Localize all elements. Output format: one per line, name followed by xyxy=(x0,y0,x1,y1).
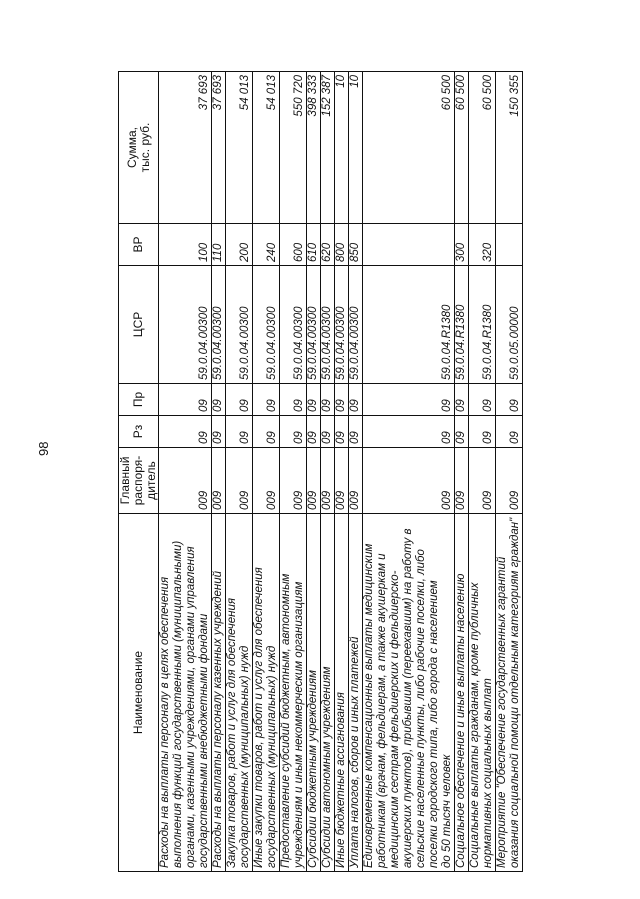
table-row xyxy=(363,72,455,872)
table-row xyxy=(212,72,226,872)
row-csr: 59.0.04.R1380 xyxy=(469,266,496,384)
row-gr: 009 xyxy=(469,448,496,514)
col-header-sum: Сумма, тыс. руб. xyxy=(119,72,159,224)
table-row xyxy=(280,72,307,872)
col-header-gr: Главный распоря- дитель xyxy=(119,448,159,514)
row-gr: 009 xyxy=(363,448,455,514)
row-rz: 09 xyxy=(159,416,212,448)
row-pr: 09 xyxy=(455,384,469,416)
row-name: Расходы на выплаты персоналу в целях обеспечения выполнения функций государственными (муниципальными) органами, казенными учреждениями, органами управления государственными внебюджетными фондами xyxy=(159,514,212,872)
row-gr: 009 xyxy=(280,448,307,514)
row-vr: 610 xyxy=(307,224,321,266)
row-pr: 09 xyxy=(335,384,349,416)
table-row xyxy=(455,72,469,872)
row-sum: 152 387 xyxy=(321,72,335,224)
table-row xyxy=(159,72,212,872)
col-header-pr: Пр xyxy=(119,384,159,416)
row-gr: 009 xyxy=(212,448,226,514)
row-name: Единовременные компенсационные выплаты медицинским работникам (врачам, фельдшерам, а также акушеркам и медицинским сестрам фельдшерских и фельдшерско- акушерских пунктов), прибывшим (переехавшим) на работу в сельские населенные пункты, либо рабочие поселки, либо поселки городского типа, либо города с населением до 50 тысяч человек xyxy=(363,514,455,872)
row-gr: 009 xyxy=(226,448,253,514)
row-pr: 09 xyxy=(280,384,307,416)
row-csr: 59.0.04.00300 xyxy=(307,266,321,384)
row-sum: 150 355 xyxy=(496,72,523,224)
budget-table xyxy=(118,71,523,872)
row-rz: 09 xyxy=(335,416,349,448)
row-pr: 09 xyxy=(253,384,280,416)
row-vr: 320 xyxy=(469,224,496,266)
table-row xyxy=(335,72,349,872)
row-csr: 59.0.04.00300 xyxy=(349,266,363,384)
row-sum: 54 013 xyxy=(226,72,253,224)
table-body xyxy=(159,72,523,872)
row-sum: 550 720 xyxy=(280,72,307,224)
row-sum: 60 500 xyxy=(455,72,469,224)
col-header-vr: ВР xyxy=(119,224,159,266)
row-vr: 300 xyxy=(455,224,469,266)
col-header-rz: Рз xyxy=(119,416,159,448)
row-pr: 09 xyxy=(496,384,523,416)
row-rz: 09 xyxy=(455,416,469,448)
row-pr: 09 xyxy=(321,384,335,416)
row-pr: 09 xyxy=(226,384,253,416)
table-row xyxy=(253,72,280,872)
row-name: Субсидии бюджетным учреждениям xyxy=(307,514,321,872)
row-rz: 09 xyxy=(321,416,335,448)
row-vr: 240 xyxy=(253,224,280,266)
rotated-page xyxy=(118,72,568,872)
row-gr: 009 xyxy=(335,448,349,514)
row-name: Иные закупки товаров, работ и услуг для обеспечения государственных (муниципальных) нужд xyxy=(253,514,280,872)
table-header-row xyxy=(119,72,159,872)
row-gr: 009 xyxy=(321,448,335,514)
row-csr: 59.0.04.00300 xyxy=(212,266,226,384)
row-vr xyxy=(363,224,455,266)
table-row xyxy=(321,72,335,872)
row-csr: 59.0.04.00300 xyxy=(321,266,335,384)
row-rz: 09 xyxy=(496,416,523,448)
row-sum: 398 333 xyxy=(307,72,321,224)
row-vr xyxy=(496,224,523,266)
col-header-name: Наименование xyxy=(119,514,159,872)
row-rz: 09 xyxy=(212,416,226,448)
table-row xyxy=(496,72,523,872)
row-pr: 09 xyxy=(159,384,212,416)
row-name: Социальные выплаты гражданам, кроме публичных нормативных социальных выплат xyxy=(469,514,496,872)
row-gr: 009 xyxy=(159,448,212,514)
row-csr: 59.0.04.R1380 xyxy=(455,266,469,384)
page-number: 98 xyxy=(36,441,51,456)
row-pr: 09 xyxy=(469,384,496,416)
table-row xyxy=(307,72,321,872)
row-sum: 37 693 xyxy=(159,72,212,224)
row-sum: 10 xyxy=(349,72,363,224)
row-csr: 59.0.05.00000 xyxy=(496,266,523,384)
row-vr: 850 xyxy=(349,224,363,266)
row-name: Расходы на выплаты персоналу казенных учреждений xyxy=(212,514,226,872)
row-csr: 59.0.04.00300 xyxy=(280,266,307,384)
row-rz: 09 xyxy=(280,416,307,448)
row-vr: 100 xyxy=(159,224,212,266)
row-pr: 09 xyxy=(363,384,455,416)
row-rz: 09 xyxy=(363,416,455,448)
row-csr: 59.0.04.00300 xyxy=(253,266,280,384)
row-gr: 009 xyxy=(455,448,469,514)
row-name: Мероприятие "Обеспечение государственных гарантий оказания социальной помощи отдельным категориям граждан" xyxy=(496,514,523,872)
row-csr: 59.0.04.R1380 xyxy=(363,266,455,384)
row-rz: 09 xyxy=(349,416,363,448)
row-name: Субсидии автономным учреждениям xyxy=(321,514,335,872)
row-csr: 59.0.04.00300 xyxy=(159,266,212,384)
row-vr: 620 xyxy=(321,224,335,266)
table-row xyxy=(226,72,253,872)
row-name: Закупка товаров, работ и услуг для обеспечения государственных (муниципальных) нужд xyxy=(226,514,253,872)
row-rz: 09 xyxy=(253,416,280,448)
row-gr: 009 xyxy=(253,448,280,514)
row-sum: 60 500 xyxy=(363,72,455,224)
col-header-csr: ЦСР xyxy=(119,266,159,384)
row-csr: 59.0.04.00300 xyxy=(226,266,253,384)
row-vr: 800 xyxy=(335,224,349,266)
row-sum: 10 xyxy=(335,72,349,224)
row-vr: 600 xyxy=(280,224,307,266)
row-name: Иные бюджетные ассигнования xyxy=(335,514,349,872)
row-csr: 59.0.04.00300 xyxy=(335,266,349,384)
row-sum: 54 013 xyxy=(253,72,280,224)
row-pr: 09 xyxy=(349,384,363,416)
row-vr: 200 xyxy=(226,224,253,266)
row-gr: 009 xyxy=(496,448,523,514)
table-row xyxy=(349,72,363,872)
row-name: Уплата налогов, сборов и иных платежей xyxy=(349,514,363,872)
row-pr: 09 xyxy=(307,384,321,416)
row-name: Социальное обеспечение и иные выплаты населению xyxy=(455,514,469,872)
row-sum: 37 693 xyxy=(212,72,226,224)
row-gr: 009 xyxy=(307,448,321,514)
row-vr: 110 xyxy=(212,224,226,266)
table-row xyxy=(469,72,496,872)
row-pr: 09 xyxy=(212,384,226,416)
row-rz: 09 xyxy=(226,416,253,448)
row-rz: 09 xyxy=(469,416,496,448)
row-name: Предоставление субсидий бюджетным, автономным учреждениям и иным некоммерческим организациям xyxy=(280,514,307,872)
row-rz: 09 xyxy=(307,416,321,448)
row-gr: 009 xyxy=(349,448,363,514)
row-sum: 60 500 xyxy=(469,72,496,224)
